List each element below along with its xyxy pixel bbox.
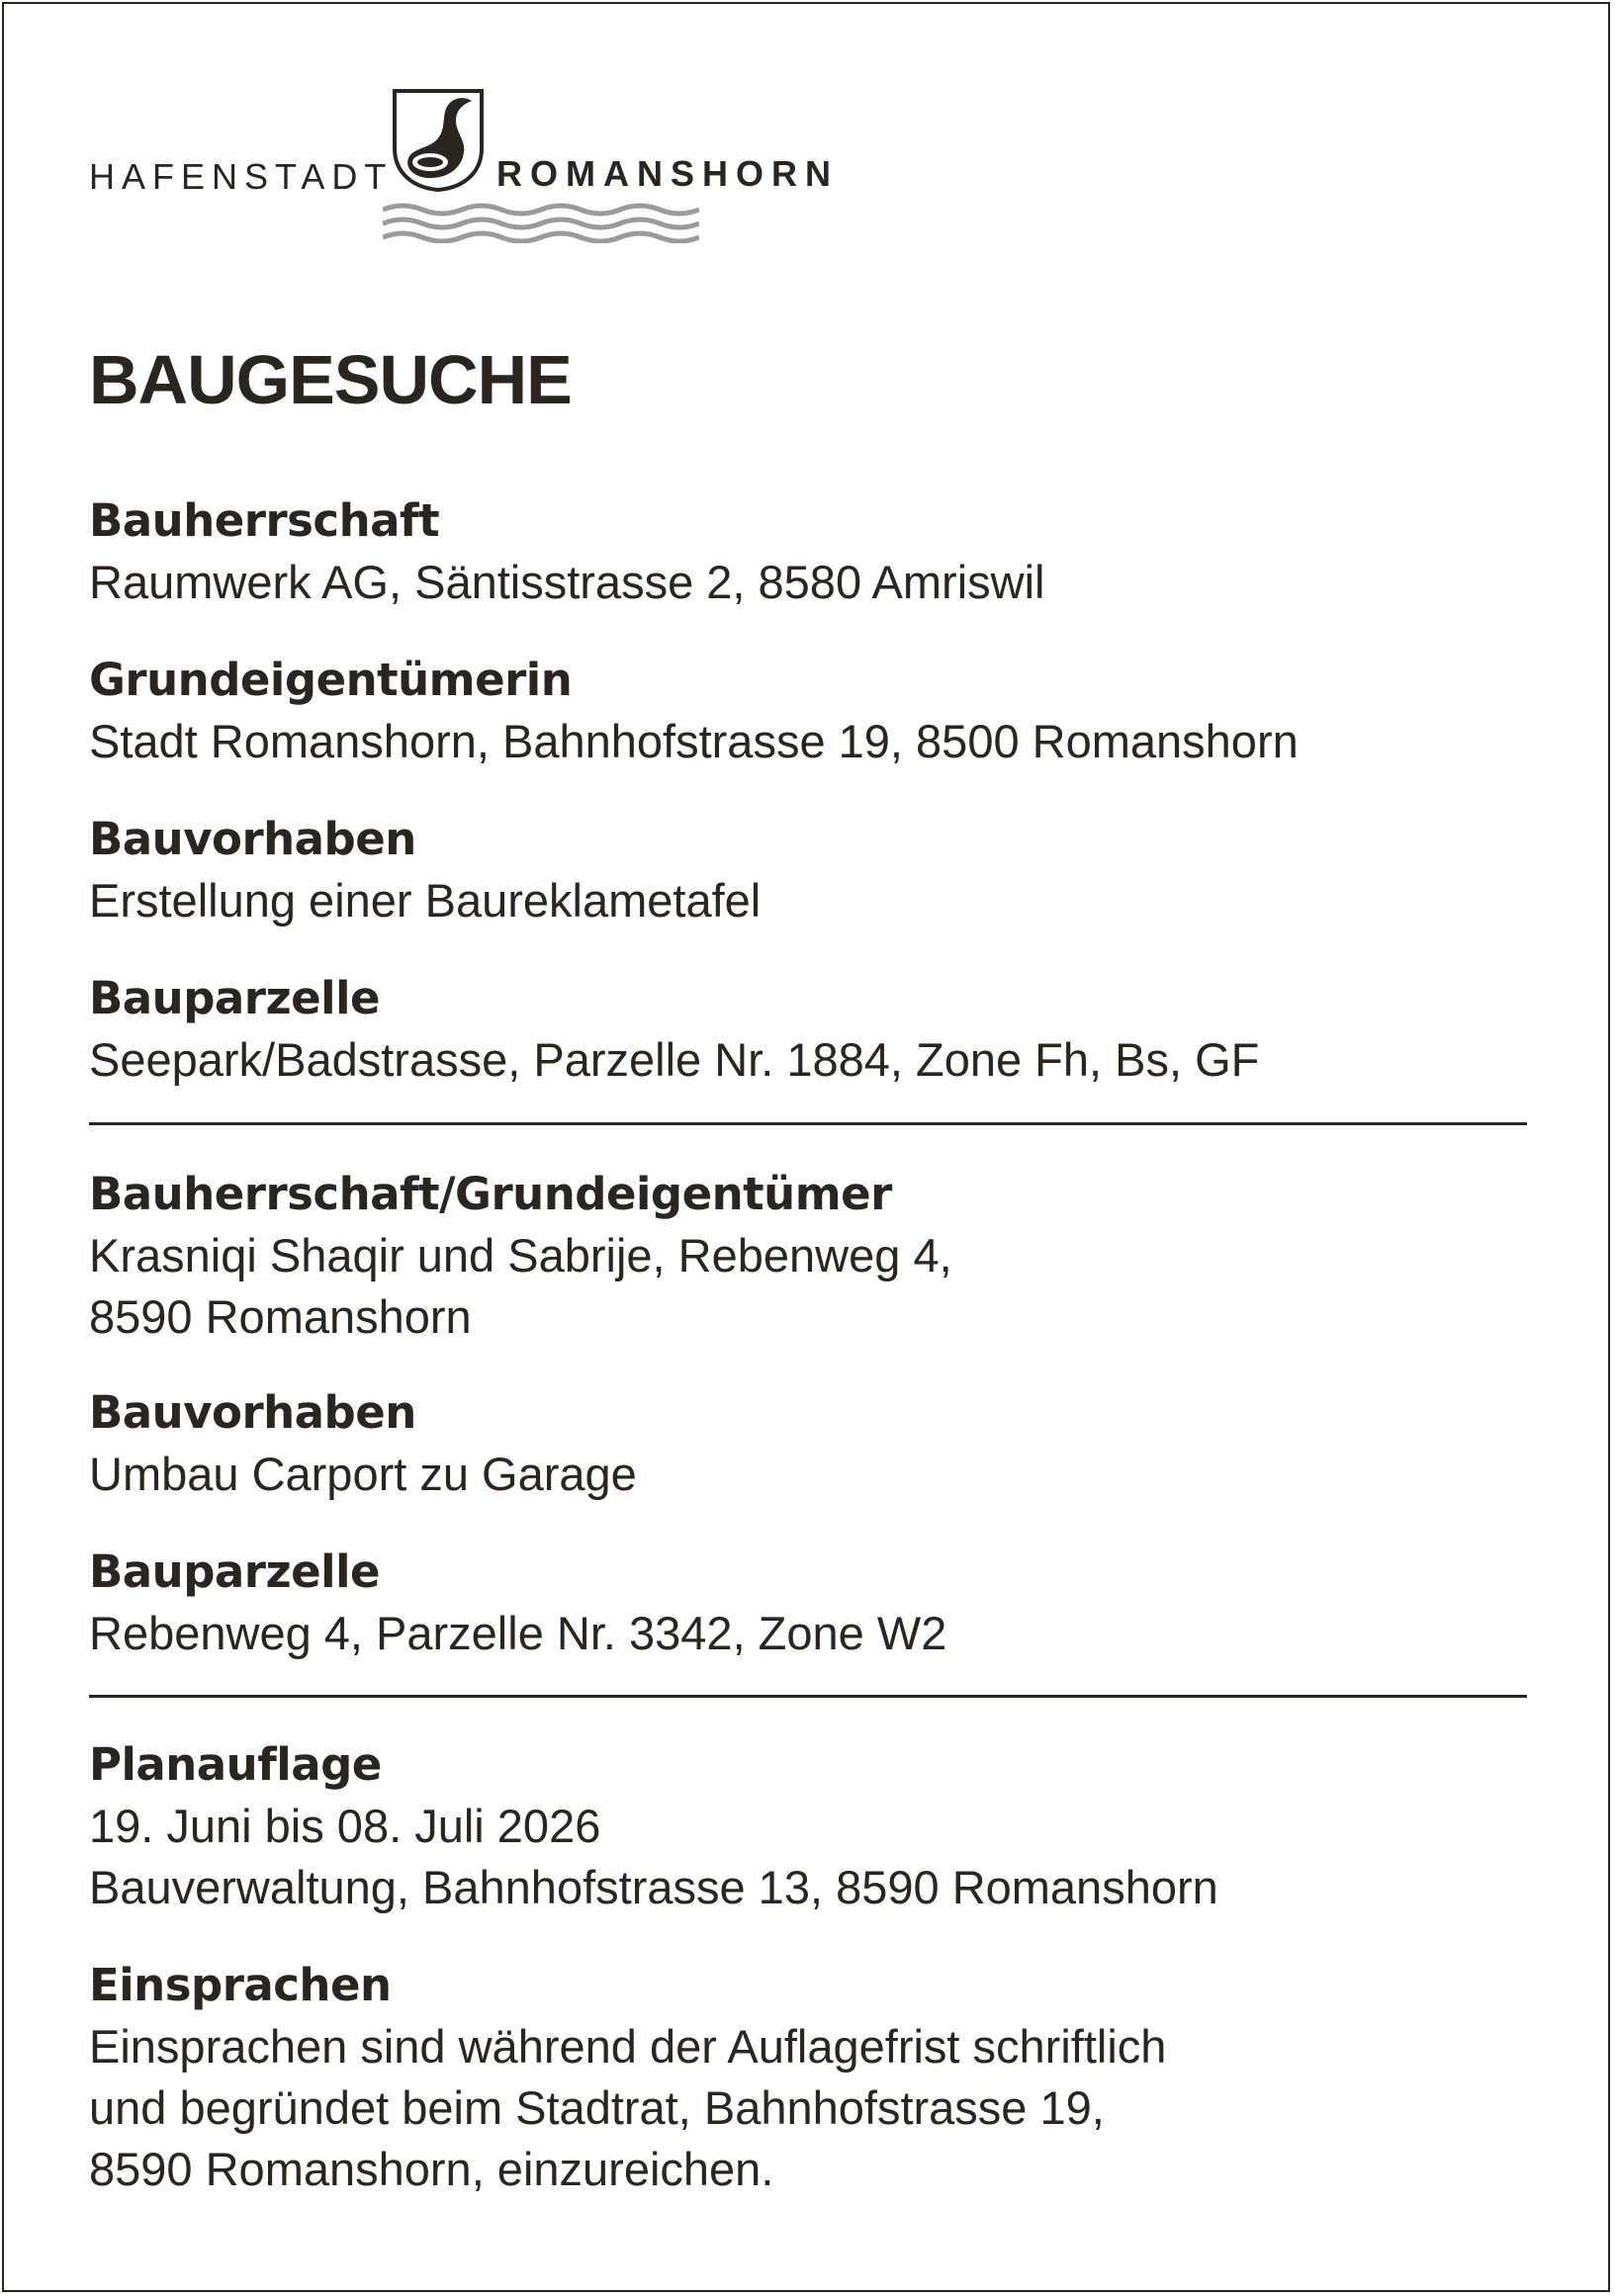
- value-einsprachen-line: 8590 Romanshorn, einzureichen.: [89, 2143, 774, 2195]
- section-bauherrschaft-1: [89, 490, 1529, 613]
- value-bauvorhaben: Erstellung einer Baureklametafel: [89, 874, 762, 927]
- label-bauparzelle: Bauparzelle: [89, 972, 381, 1024]
- label-bauvorhaben: Bauvorhaben: [89, 813, 416, 865]
- section-bauparzelle-1: [89, 968, 1529, 1091]
- label-bauherrschaft: Bauherrschaft: [89, 494, 440, 547]
- value-bauparzelle: Seepark/Badstrasse, Parzelle Nr. 1884, Zone Fh, Bs, GF: [89, 1033, 1260, 1086]
- label-bauparzelle: Bauparzelle: [89, 1545, 381, 1598]
- value-einsprachen-line: Einsprachen sind während der Auflagefrist schriftlich: [89, 2020, 1167, 2073]
- value-bauherrschaft: Raumwerk AG, Säntisstrasse 2, 8580 Amriswil: [89, 556, 1045, 608]
- value-grundeigentuemerin: Stadt Romanshorn, Bahnhofstrasse 19, 8500 Romanshorn: [89, 715, 1299, 767]
- section-bauparzelle-2: [89, 1542, 1529, 1664]
- value-bauvorhaben: Umbau Carport zu Garage: [89, 1448, 637, 1500]
- value-bauherrschaft-line: 8590 Romanshorn: [89, 1290, 472, 1343]
- page-title: BAUGESUCHE: [89, 341, 572, 418]
- label-bauherrschaft-grundeigentuemer: Bauherrschaft/Grundeigentümer: [89, 1168, 892, 1220]
- horn-crest-icon: [391, 87, 486, 192]
- section-einsprachen: [89, 1955, 1529, 2200]
- divider: [89, 1122, 1527, 1125]
- label-grundeigentuemerin: Grundeigentümerin: [89, 654, 573, 706]
- logo-text-hafenstadt: HAFENSTADT: [89, 156, 394, 197]
- section-bauherrschaft-2: [89, 1164, 1529, 1348]
- section-bauvorhaben-1: [89, 809, 1529, 931]
- value-planauflage-location: Bauverwaltung, Bahnhofstrasse 13, 8590 Romanshorn: [89, 1861, 1218, 1913]
- label-einsprachen: Einsprachen: [89, 1959, 392, 2011]
- logo-text-romanshorn: ROMANSHORN: [496, 153, 839, 194]
- value-einsprachen-line: und begründet beim Stadtrat, Bahnhofstrasse 19,: [89, 2081, 1105, 2134]
- waves-icon: [383, 202, 699, 243]
- value-bauparzelle: Rebenweg 4, Parzelle Nr. 3342, Zone W2: [89, 1607, 947, 1659]
- town-logo: [89, 87, 880, 235]
- label-bauvorhaben: Bauvorhaben: [89, 1386, 416, 1439]
- value-bauherrschaft-line: Krasniqi Shaqir und Sabrije, Rebenweg 4,: [89, 1229, 952, 1281]
- section-planauflage: [89, 1734, 1529, 1918]
- section-bauvorhaben-2: [89, 1382, 1529, 1505]
- value-planauflage-dates: 19. Juni bis 08. Juli 2026: [89, 1800, 601, 1852]
- label-planauflage: Planauflage: [89, 1738, 382, 1791]
- section-grundeigentuemerin-1: [89, 650, 1529, 772]
- divider: [89, 1695, 1527, 1698]
